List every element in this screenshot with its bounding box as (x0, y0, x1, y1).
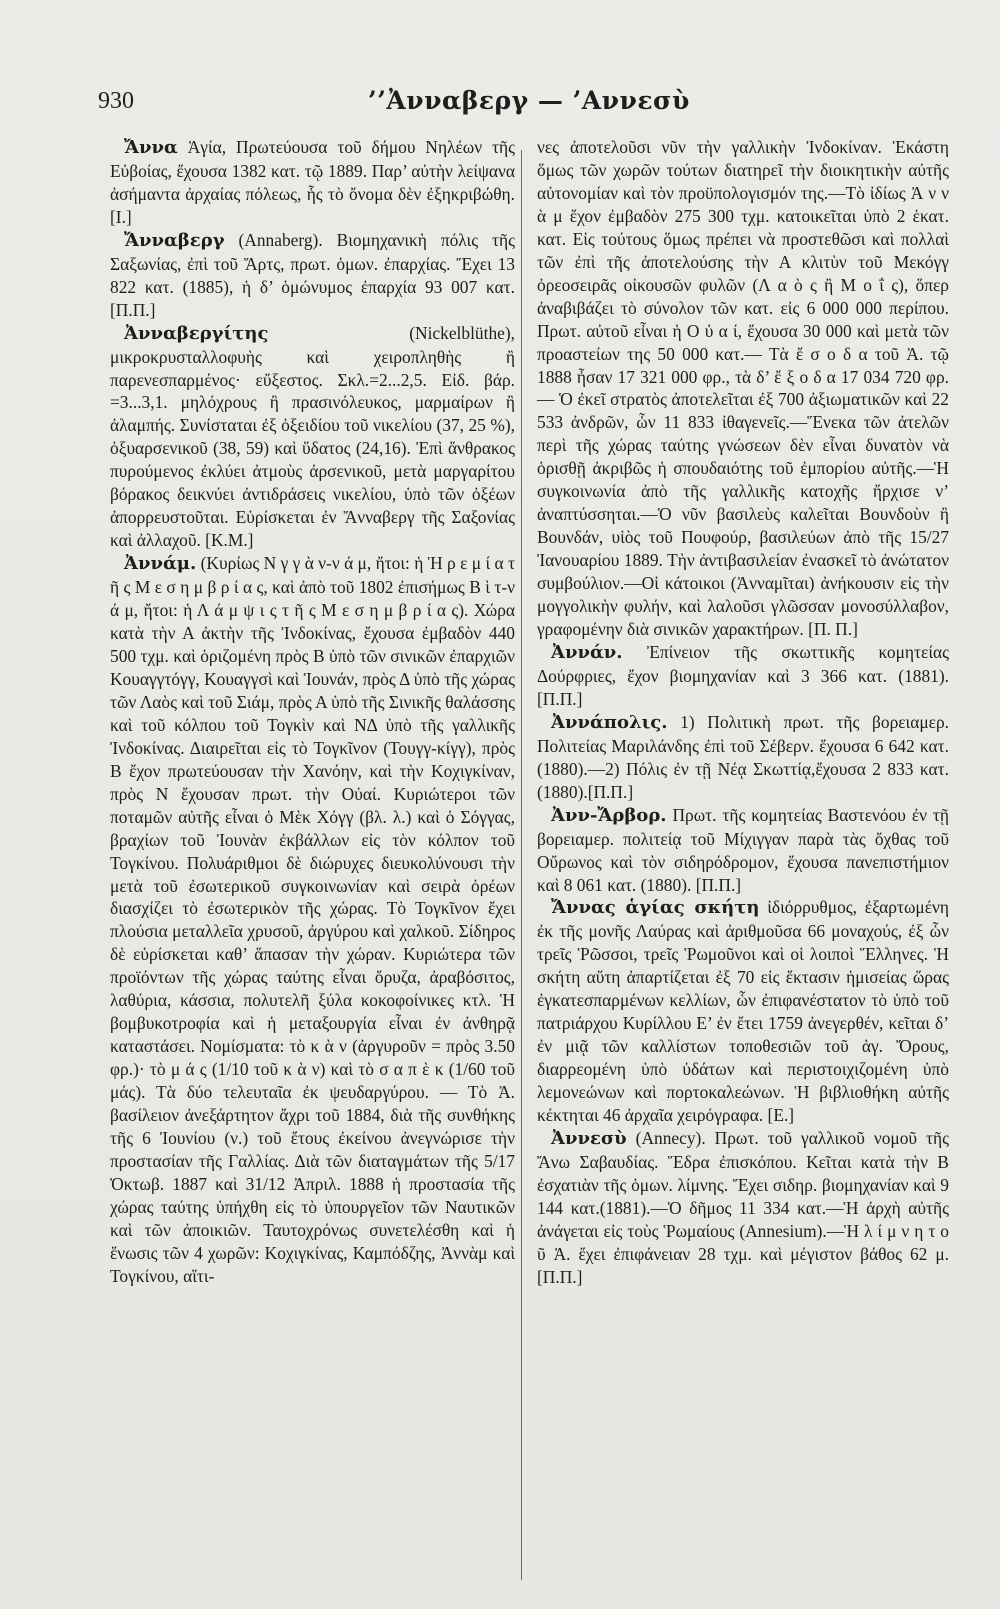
column-divider (521, 150, 522, 1580)
entry (537, 711, 949, 804)
entry-headword: Ἀνναβεργίτης (124, 322, 269, 344)
entry-text: Ἁγία, Πρωτεύουσα τοῦ δήμου Νηλέων τῆς Εὐβοίας, ἔχουσα 1382 κατ. τῷ 1889. Παρ’ αὐτὴν λείψανα ἀσήμαντα ἀρχαίας πόλεως, ἧς τὸ ὄνομα δὲν ἐξηκριβώθη. [Ι.] (110, 137, 515, 227)
page-number: 930 (98, 88, 134, 114)
entry (110, 136, 515, 229)
entry (537, 641, 949, 711)
entry-headword: Ἀννεσὺ (551, 1127, 627, 1149)
entry-text: 1) Πολιτικὴ πρωτ. τῆς βορειαμερ. Πολιτείας Μαριλάνδης ἐπὶ τοῦ Σέβερν. ἔχουσα 6 642 κατ. (1880).—2) Πόλις ἐν τῇ Νέᾳ Σκωττίᾳ,ἔχουσα 2 833 κατ.(1880).[Π.Π.] (537, 711, 949, 802)
entry (110, 552, 515, 1288)
entry-text: Πρωτ. τῆς κομητείας Βαστενόου ἐν τῇ βορειαμερ. πολιτείᾳ τοῦ Μίχιγγαν παρὰ τὰς ὄχθας τοῦ Οὔρωνος καὶ τὸν σιδηρόδρομον, ἔχουσα πανεπιστήμιον καὶ 8 061 κατ. (1880). [Π.Π.] (537, 804, 949, 895)
entry-headword: Ἀνν-Ἄρβορ. (551, 804, 667, 826)
entry-headword: Ἀννάν. (551, 641, 623, 663)
entry-headword: Ἀννάμ. (124, 553, 197, 575)
entry-headword: Ἄνναβεργ (124, 229, 225, 251)
entry-continuation (537, 136, 949, 641)
entry (110, 322, 515, 553)
right-column (537, 136, 949, 1289)
entry (537, 896, 949, 1127)
entry-text: (Annecy). Πρωτ. τοῦ γαλλικοῦ νομοῦ τῆς Ἄνω Σαβαυδίας. Ἕδρα ἐπισκόπου. Κεῖται κατὰ τὴν Β ἐσχατιὰν τῆς ὁμων. λίμνης. Ἔχει σιδηρ. βιομηχανίαν καὶ 9 144 κατ.(1881).—Ὁ δῆμος 11 334 κατ.—Ἡ ἀρχὴ αὐτῆς ἀνάγεται εἰς τοὺς Ῥωμαίους (Annesium).—Ἡ λ ί μ ν η τ ο ῦ Ἀ. ἔχει ἐπιφάνειαν 28 τχμ. καὶ μέγιστον βάθος 62 μ. [Π.Π.] (537, 1127, 949, 1287)
entry-text: (Nickelblüthe), μικροκρυσταλλοφυὴς καὶ χειροπληθὴς ἢ παρενεσπαρμένος· εὔξεστος. Σκλ.=2...2,5. Εἰδ. βάρ. =3...3,1. μηλόχρους ἢ πρασινόλευκος, μαρμαίρων ἢ ἀλαμπής. Συνίσταται ἐξ ὀξειδίου τοῦ νικελίου (37, 25 %), ὀξυαρσενικοῦ (38, 59) καὶ ὕδατος (24,16). Ἐπὶ ἄνθρακος πυρούμενος ἐκλύει ἀτμοὺς ἀρσενικοῦ, μετὰ μαργαρίτου βόρακος δεικνύει ἀντιδράσεις νικελίου, ὑπὸ τῶν ὀξέων ἀπορρευστοῦται. Εὑρίσκεται ἐν Ἄνναβεργ τῆς Σαξονίας καὶ ἀλλαχοῦ. [Κ.Μ.] (110, 322, 515, 551)
entry-text: νες ἀποτελοῦσι νῦν τὴν γαλλικὴν Ἰνδοκίναν. Ἑκάστη ὅμως τῶν χωρῶν τούτων διατηρεῖ τὴν διοικητικὴν αὐτῆς αὐτονομίαν καὶ τὸν προϋπολογισμόν της.—Τὸ ἰδίως Ἀ ν ν ὰ μ ἔχον ἐμβαδὸν 275 300 τχμ. κατοικεῖται ὑπὸ 2 ἑκατ. κατ. Εἰς τούτους ὅμως πρέπει νὰ προστεθῶσι καὶ πολλαὶ τῶν ἐπὶ τῆς ἀποτελούσης τὴν Α κλιτὺν τοῦ Μεκόγγ ὀρεοσειρᾶς οἰκουσῶν φυλῶν (Λ α ὸ ς ἢ Μ ο ΐ ς), ὅπερ ἀναβιβάζει τὸ σύνολον τῶν κατ. εἰς 6 000 000 περίπου. Πρωτ. αὐτοῦ εἶναι ἡ Ο ὐ α ί, ἔχουσα 30 000 καὶ μετὰ τῶν προαστείων της 50 000 κατ.— Τὰ ἔ σ ο δ α τοῦ Ἀ. τῷ 1888 ἦσαν 17 321 000 φρ., τὰ δ’ ἔ ξ ο δ α 17 034 720 φρ. — Ὁ ἐκεῖ στρατὸς ἀποτελεῖται ἐξ 700 ἀξιωματικῶν καὶ 22 533 ἀνδρῶν, ὧν 11 833 ἰθαγενεῖς.—Ἕνεκα τῶν ἀτελῶν περὶ τῆς χώρας ταύτης γνώσεων δὲν εἶναι δυνατὸν νὰ ὁρισθῇ ἀκριβῶς ἡ σπουδαιότης τοῦ ἐμπορίου αὐτῆς.—Ἡ συγκοινωνία ἀπὸ τῆς γαλλικῆς κατοχῆς ἤρχισε ν’ ἀναπτύσσηται.—Ὁ νῦν βασιλεὺς καλεῖται Βουνδοὺν ἢ Βουνδάν, υἱὸς τοῦ Πουφούρ, βασιλεύων ἀπὸ τῆς 15/27 Ἰανουαρίου 1889. Τὴν ἀντιβασιλείαν ἐνασκεῖ τὸ ἀνώτατον συμβούλιον.—Οἱ κάτοικοι (Ἀνναμῖται) ἀνήκουσιν εἰς τὴν μογγολικὴν φυλήν, καὶ λαλοῦσι γλῶσσαν μονοσύλλαβον, γραφομένην διὰ σινικῶν χαρακτήρων. [Π. Π.] (537, 137, 949, 640)
entry (537, 1127, 949, 1289)
entry-text: Ἐπίνειον τῆς σκωττικῆς κομητείας Δούρφριες, ἔχον βιομηχανίαν καὶ 3 366 κατ. (1881). [Π.Π.] (537, 641, 949, 709)
entry (537, 804, 949, 897)
entry-text: (Κυρίως Ν γ γ ὰ ν-ν ά μ, ἤτοι: ἡ Ἡ ρ ε μ ί α τ ῆ ς Μ ε σ η μ β ρ ί α ς, καὶ ἀπὸ τοῦ 1802 ἐπισήμως Β ὶ τ-ν ά μ, ἤτοι: ἡ Λ ά μ ψ ι ς τ ῆ ς Μ ε σ η μ β ρ ί α ς). Χώρα κατὰ τὴν Α ἀκτὴν τῆς Ἰνδοκίνας, ἔχουσα ἐμβαδὸν 440 500 τχμ. καὶ ὁριζομένη πρὸς Β ὑπὸ τῶν σινικῶν ἐπαρχιῶν Κουαγγτόγγ, Κουαγγσὶ καὶ Ἰουνάν, πρὸς Δ ὑπὸ τῆς χώρας τῶν Λαὸς καὶ τοῦ Σιάμ, πρὸς Α ὑπὸ τῆς Σινικῆς θαλάσσης καὶ τοῦ κόλπου τοῦ Τογκὶν καὶ ΝΔ ὑπὸ τῆς γαλλικῆς Ἰνδοκίνας. Διαιρεῖται εἰς τὸ Τογκῖνον (Τουγγ-κίγγ), πρὸς Β ἔχον πρωτεύουσαν τὴν Χανόην, καὶ τὴν Κοχιγκίναν, πρὸς Ν ἔχουσαν πρωτ. τὴν Οὐαί. Κυριώτεροι τῶν ποταμῶν αὐτῆς εἶναι ὁ Μὲκ Χόγγ (βλ. λ.) καὶ ὁ Σόγγας, βραχίων τοῦ Ἰουνὰν ἐκβάλλων εἰς τὸν κόλπον τοῦ Τογκίνου. Πολυάριθμοι δὲ διώρυχες διευκολύνουσι τὴν μετὰ τοῦ ἐσωτερικοῦ συγκοινωνίαν καὶ σειρὰ ὀρέων διασχίζει τὸ ἐσωτερικὸν τῆς χώρας. Τὸ Τογκῖνον ἔχει πλούσια μεταλλεῖα χρυσοῦ, ἀργύρου καὶ χαλκοῦ. Σίδηρος δὲ εὑρίσκεται καθ’ ἅπασαν τὴν χώραν. Κυριώτερα τῶν προϊόντων τῆς χώρας ταύτης εἶναι ὄρυζα, ἀραβόσιτος, λαθύρια, κάσσια, πολυτελῆ ξύλα κοκοφοίνικες κτλ. Ἡ βομβυκοτροφία καὶ ἡ μεταξουργία εἶναι ἐν ἀνθηρᾷ καταστάσει. Νομίσματα: τὸ κ ὰ ν (ἀργυροῦν = πρὸς 3.50 φρ.)· τὸ μ ά ς (1/10 τοῦ κ ὰ ν) καὶ τὸ σ α π ὲ κ (1/60 τοῦ μάς). Τὰ δύο τελευταῖα ἐκ ψευδαργύρου. — Τὸ Ἀ. βασίλειον ἀνεξάρτητον ἄχρι τοῦ 1884, διὰ τῆς συνθήκης τῆς 6 Ἰουνίου (ν.) τοῦ ἔτους ἐκείνου ἀνεγνώρισε τὴν προστασίαν τῆς Γαλλίας. Διὰ τῶν διαταγμάτων τῆς 5/17 Ὀκτωβ. 1887 καὶ 31/12 Ἀπριλ. 1888 ἡ προστασία τῆς χώρας ταύτης ὑπήχθη εἰς τὸ ὑπουργεῖον τῶν Ναυτικῶν καὶ τῶν ἀποικιῶν. Ταυτοχρόνως συνετελέσθη καὶ ἡ ἕνωσις τῶν 4 χωρῶν: Κοχιγκίνας, Καμπόδζης, Ἀννὰμ καὶ Τογκίνου, αἵτι- (110, 553, 515, 1286)
entry-text: (Annaberg). Βιομηχανικὴ πόλις τῆς Σαξωνίας, ἐπὶ τοῦ Ἄρτς, πρωτ. ὁμων. ἐπαρχίας. Ἔχει 13 822 κατ. (1885), ἡ δ’ ὁμώνυμος ἐπαρχία 93 007 κατ. [Π.Π.] (110, 229, 515, 320)
running-head: ’’Ἀνναβεργ — ’Αννεσὺ (368, 86, 690, 115)
entry-headword: Ἀννάπολις. (551, 711, 668, 733)
entry-headword: Ἄννα (124, 137, 178, 158)
entry-text: ἰδιόρρυθμος, ἐξαρτωμένη ἐκ τῆς μονῆς Λαύρας καὶ ἀριθμοῦσα 66 μοναχούς, ἐξ ὧν τρεῖς Ῥῶσσοι, τρεῖς Ῥωμοῦνοι καὶ οἱ λοιποὶ Ἕλληνες. Ἡ σκήτη αὕτη ἀπαρτίζεται ἐξ 70 εἰς ἔκτασιν ἡμισείας ὥρας ἐγκατεσπαρμένων κελλίων, ὧν ἐπιφανέστατον τὸ ὑπὸ τοῦ πατριάρχου Κυρίλλου Ε’ ἐν ἔτει 1759 ἀνεγερθέν, κεῖται δ’ ἐν μιᾷ τῶν καλλίστων τοποθεσιῶν τοῦ ἁγ. Ὄρους, διαρρεομένη ὑπὸ ὑδάτων καὶ περιστοιχιζομένη ὑπὸ λεμονεώνων καὶ πορτοκαλεώνων. Ἡ βιβλιοθήκη αὐτῆς κέκτηται 46 ἀρχαῖα χειρόγραφα. [Ε.] (537, 897, 949, 1126)
page-header (98, 88, 920, 128)
entry (110, 229, 515, 322)
left-column (110, 136, 515, 1288)
entry-headword: Ἄννας ἁγίας σκήτη (551, 897, 760, 919)
